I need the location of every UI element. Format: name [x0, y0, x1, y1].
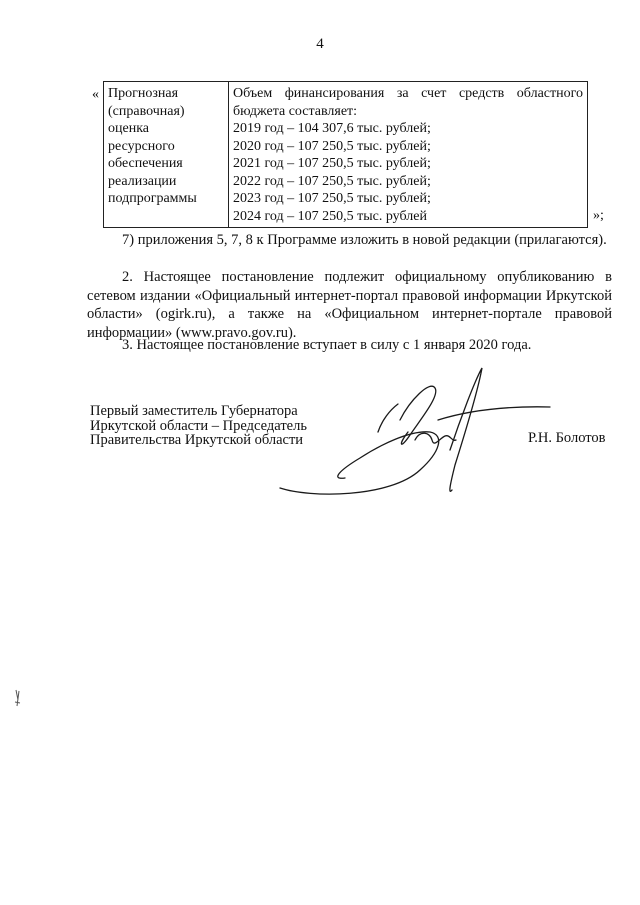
year-line: 2019 год – 104 307,6 тыс. рублей; [233, 121, 431, 136]
year-line: 2022 год – 107 250,5 тыс. рублей; [233, 173, 431, 189]
subprogram-funding-table [103, 81, 588, 228]
year-line: 2023 год – 107 250,5 тыс. рублей; [233, 191, 431, 206]
paragraph-3: 3. Настоящее постановление вступает в силу с 1 января 2020 года. [122, 337, 532, 353]
left-line: обеспечения [108, 156, 183, 171]
left-line: (справочная) [108, 103, 185, 119]
funding-heading: Объем финансирования за счет средств областного бюджета составляет: [233, 86, 583, 119]
year-line: 2021 год – 107 250,5 тыс. рублей; [233, 156, 431, 171]
left-line: реализации [108, 173, 177, 189]
signatory-title-line: Первый заместитель Губернатора [90, 403, 298, 419]
table-open-quote: « [92, 87, 99, 102]
left-line: подпрограммы [108, 191, 197, 206]
handwritten-signature-icon [270, 360, 570, 510]
paragraph-item-7: 7) приложения 5, 7, 8 к Программе изложить в новой редакции (прилагаются). [122, 232, 607, 248]
signatory-title-line: Иркутской области – Председатель [90, 417, 307, 434]
table-left-cell [104, 82, 229, 228]
page-number: 4 [316, 36, 324, 52]
year-line: 2024 год – 107 250,5 тыс. рублей [233, 208, 427, 224]
left-line: Прогнозная [108, 86, 179, 101]
signatory-title-line: Правительства Иркутской области [90, 432, 304, 448]
signatory-name: Р.Н. Болотов [528, 430, 606, 446]
table-close-quote: »; [593, 208, 604, 223]
left-line: ресурсного [108, 138, 175, 154]
table-row [104, 82, 588, 228]
paragraph-2: 2. Настоящее постановление подлежит официальному опубликованию в сетевом издании «Официальный интернет-портал правовой информации Иркутской области» (ogirk.ru), а также на «Официальном интернет-портале правовой информации» (www.pravo.gov.ru). [87, 269, 612, 341]
margin-mark-icon [12, 688, 24, 708]
left-line: оценка [108, 121, 150, 136]
year-line: 2020 год – 107 250,5 тыс. рублей; [233, 138, 431, 154]
table-right-cell [229, 82, 588, 228]
